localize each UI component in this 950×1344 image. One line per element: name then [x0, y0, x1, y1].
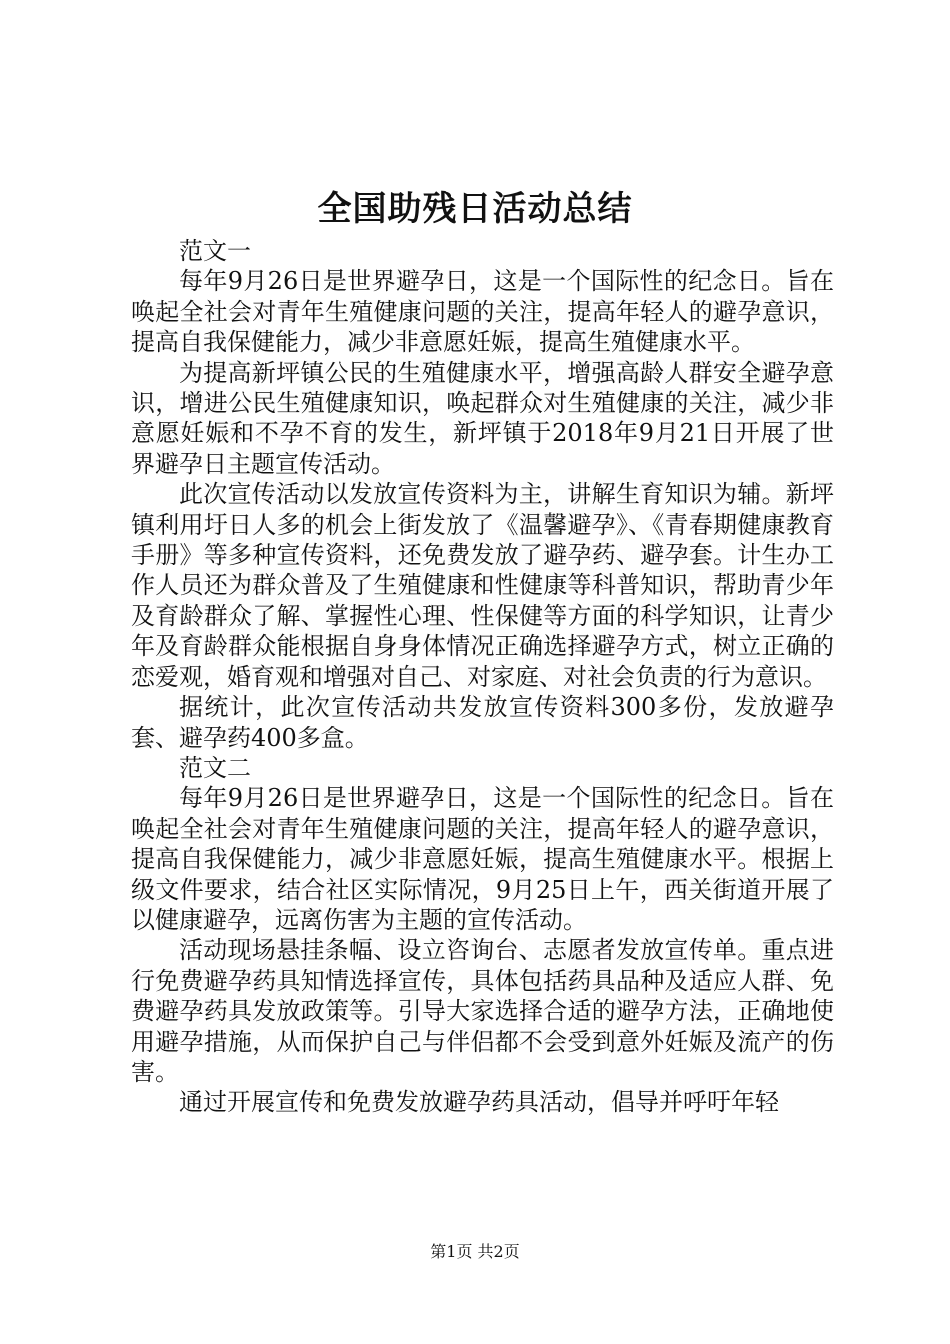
document-body: [131, 236, 834, 1118]
document-title: 全国助残日活动总结: [317, 189, 633, 229]
paragraph: 此次宣传活动以发放宣传资料为主，讲解生育知识为辅。新坪镇利用圩日人多的机会上街发放了《温馨避孕》、《青春期健康教育手册》等多种宣传资料，还免费发放了避孕药、避孕套。计生办工作人员还为群众普及了生殖健康和性健康等科普知识，帮助青少年及育龄群众了解、掌握性心理、性保健等方面的科学知识，让青少年及育龄群众能根据自身身体情况正确选择避孕方式，树立正确的恋爱观，婚育观和增强对自己、对家庭、对社会负责的行为意识。: [131, 480, 834, 691]
paragraph: 每年9月26日是世界避孕日，这是一个国际性的纪念日。旨在唤起全社会对青年生殖健康问题的关注，提高年轻人的避孕意识，提高自我保健能力，减少非意愿妊娠，提高生殖健康水平。: [131, 267, 834, 357]
paragraph: 为提高新坪镇公民的生殖健康水平，增强高龄人群安全避孕意识，增进公民生殖健康知识，唤起群众对生殖健康的关注，减少非意愿妊娠和不孕不育的发生，新坪镇于2018年9月21日开展了世界避孕日主题宣传活动。: [131, 358, 834, 478]
paragraph: 据统计，此次宣传活动共发放宣传资料300多份，发放避孕套、避孕药400多盒。: [131, 693, 834, 752]
paragraph: 活动现场悬挂条幅、设立咨询台、志愿者发放宣传单。重点进行免费避孕药具知情选择宣传，具体包括药具品种及适应人群、免费避孕药具发放政策等。引导大家选择合适的避孕方法，正确地使用避孕措施，从而保护自己与伴侣都不会受到意外妊娠及流产的伤害。: [131, 936, 834, 1086]
paragraph: 每年9月26日是世界避孕日，这是一个国际性的纪念日。旨在唤起全社会对青年生殖健康问题的关注，提高年轻人的避孕意识，提高自我保健能力，减少非意愿妊娠，提高生殖健康水平。根据上级文件要求，结合社区实际情况，9月25日上午，西关街道开展了以健康避孕，远离伤害为主题的宣传活动。: [131, 784, 834, 934]
paragraph: 通过开展宣传和免费发放避孕药具活动，倡导并呼吁年轻: [179, 1088, 779, 1117]
section-heading: 范文一: [179, 237, 251, 265]
page-footer: 第1页 共2页: [430, 1242, 520, 1261]
section-heading: 范文二: [179, 753, 251, 782]
